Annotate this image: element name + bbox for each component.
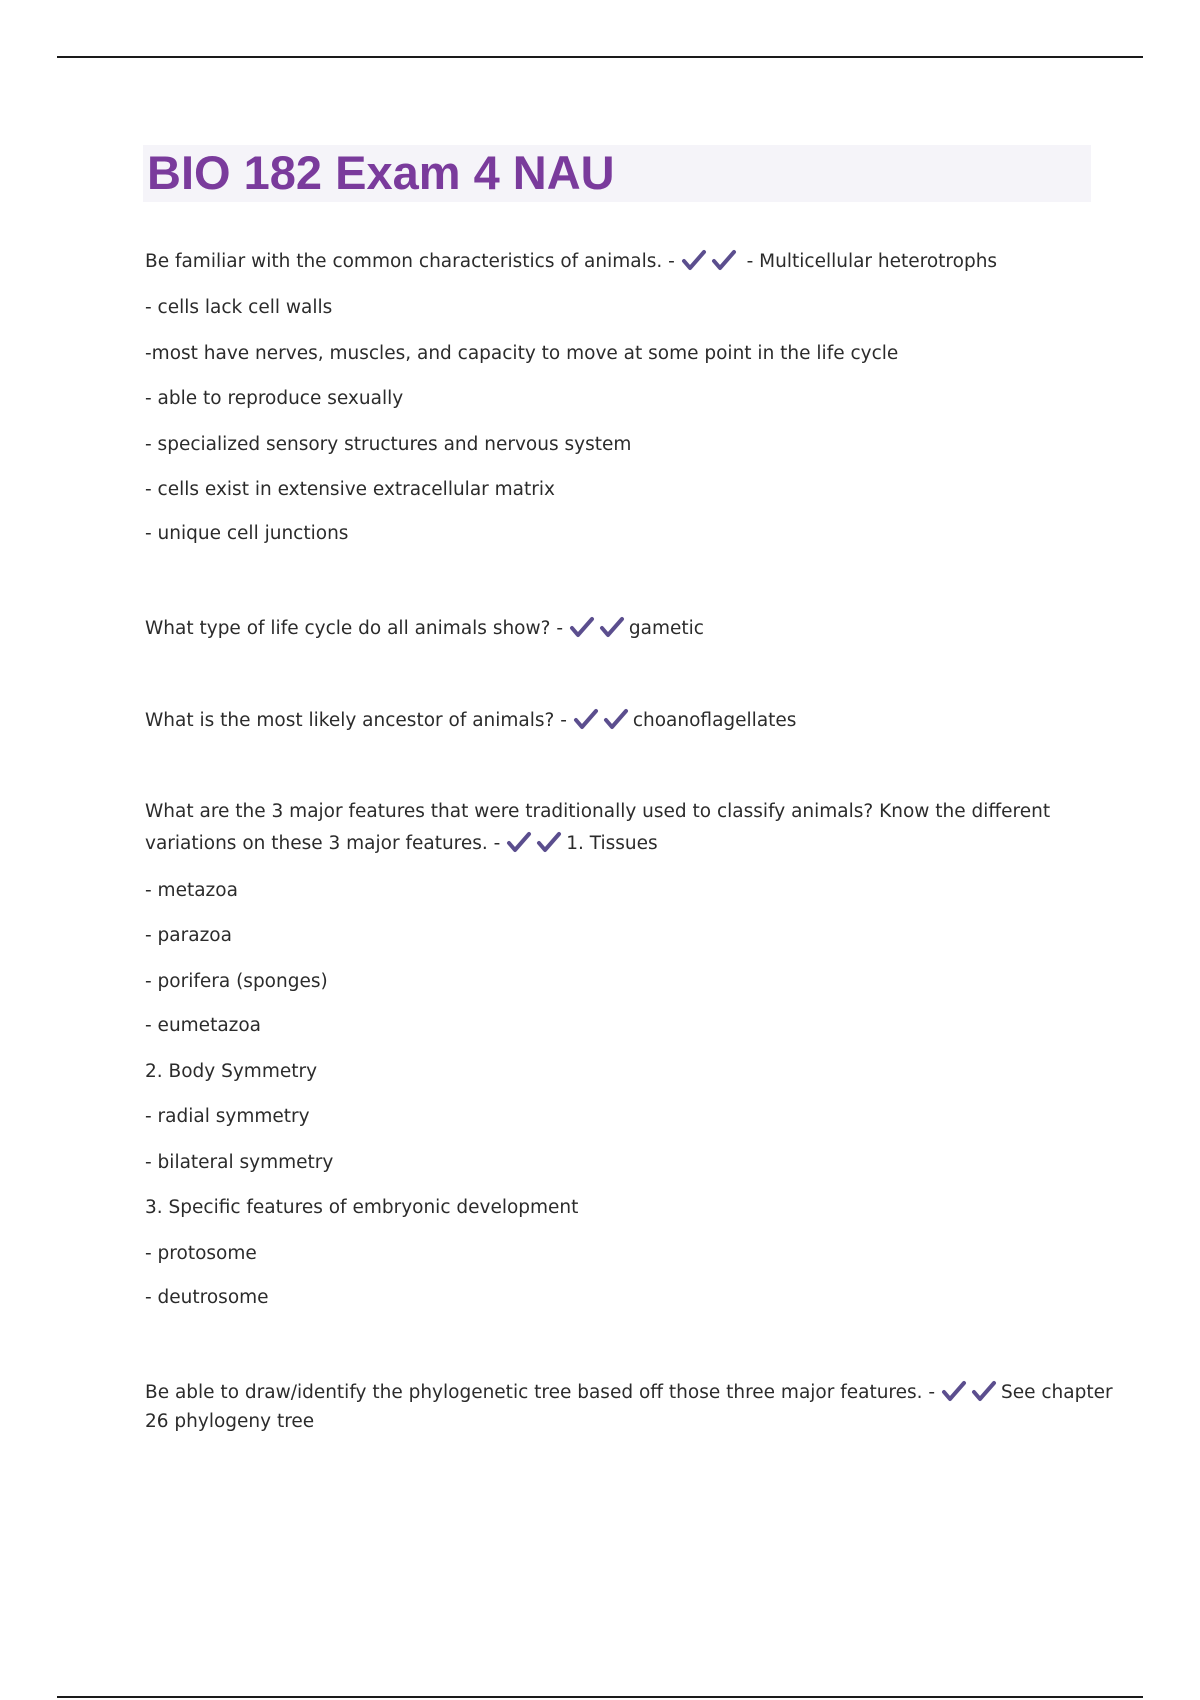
check-icon — [941, 1380, 967, 1402]
question-line — [145, 828, 658, 860]
answer-detail: - unique cell junctions — [145, 523, 349, 544]
answer-detail: - parazoa — [145, 925, 232, 946]
check-icon — [536, 831, 562, 853]
answer-text: 26 phylogeny tree — [145, 1411, 315, 1432]
answer-text: choanoflagellates — [632, 710, 797, 731]
check-icon — [711, 249, 737, 271]
answer-detail: 2. Body Symmetry — [145, 1061, 318, 1082]
answer-detail: - specialized sensory structures and nervous system — [145, 434, 632, 455]
check-icon — [599, 616, 625, 638]
question-line — [145, 1377, 1113, 1409]
check-icon — [506, 831, 532, 853]
question-text: Be familiar with the common characteristics of animals. - — [145, 251, 675, 272]
answer-detail: - cells lack cell walls — [145, 297, 333, 318]
question-text: What are the 3 major features that were traditionally used to classify animals? Know the different — [145, 801, 1051, 822]
answer-detail: - deutrosome — [145, 1287, 269, 1308]
question-line — [145, 246, 997, 278]
answer-detail: - radial symmetry — [145, 1106, 310, 1127]
answer-text: - Multicellular heterotrophs — [746, 251, 998, 272]
check-icon — [603, 708, 629, 730]
top-rule — [57, 56, 1143, 58]
answer-detail: 3. Specific features of embryonic development — [145, 1197, 579, 1218]
check-icon — [569, 616, 595, 638]
answer-detail: -most have nerves, muscles, and capacity to move at some point in the life cycle — [145, 343, 899, 364]
question-line — [145, 705, 796, 737]
document-title: BIO 182 Exam 4 NAU — [147, 146, 615, 199]
check-icon — [971, 1380, 997, 1402]
check-icon — [681, 249, 707, 271]
question-text: Be able to draw/identify the phylogenetic tree based off those three major features. - — [145, 1382, 936, 1403]
answer-detail: - porifera (sponges) — [145, 971, 328, 992]
check-icon — [573, 708, 599, 730]
question-text: variations on these 3 major features. - — [145, 833, 501, 854]
answer-detail: - protosome — [145, 1243, 257, 1264]
answer-text: gametic — [628, 618, 704, 639]
answer-detail: - able to reproduce sexually — [145, 388, 404, 409]
bottom-rule — [57, 1696, 1143, 1698]
answer-detail: - eumetazoa — [145, 1015, 262, 1036]
answer-detail: - cells exist in extensive extracellular matrix — [145, 479, 555, 500]
answer-detail: - metazoa — [145, 880, 238, 901]
question-line — [145, 613, 704, 645]
question-text: What is the most likely ancestor of animals? - — [145, 710, 567, 731]
answer-detail: - bilateral symmetry — [145, 1152, 334, 1173]
answer-text: 1. Tissues — [566, 833, 658, 854]
question-text: What type of life cycle do all animals show? - — [145, 618, 564, 639]
answer-text: See chapter — [1000, 1382, 1113, 1403]
